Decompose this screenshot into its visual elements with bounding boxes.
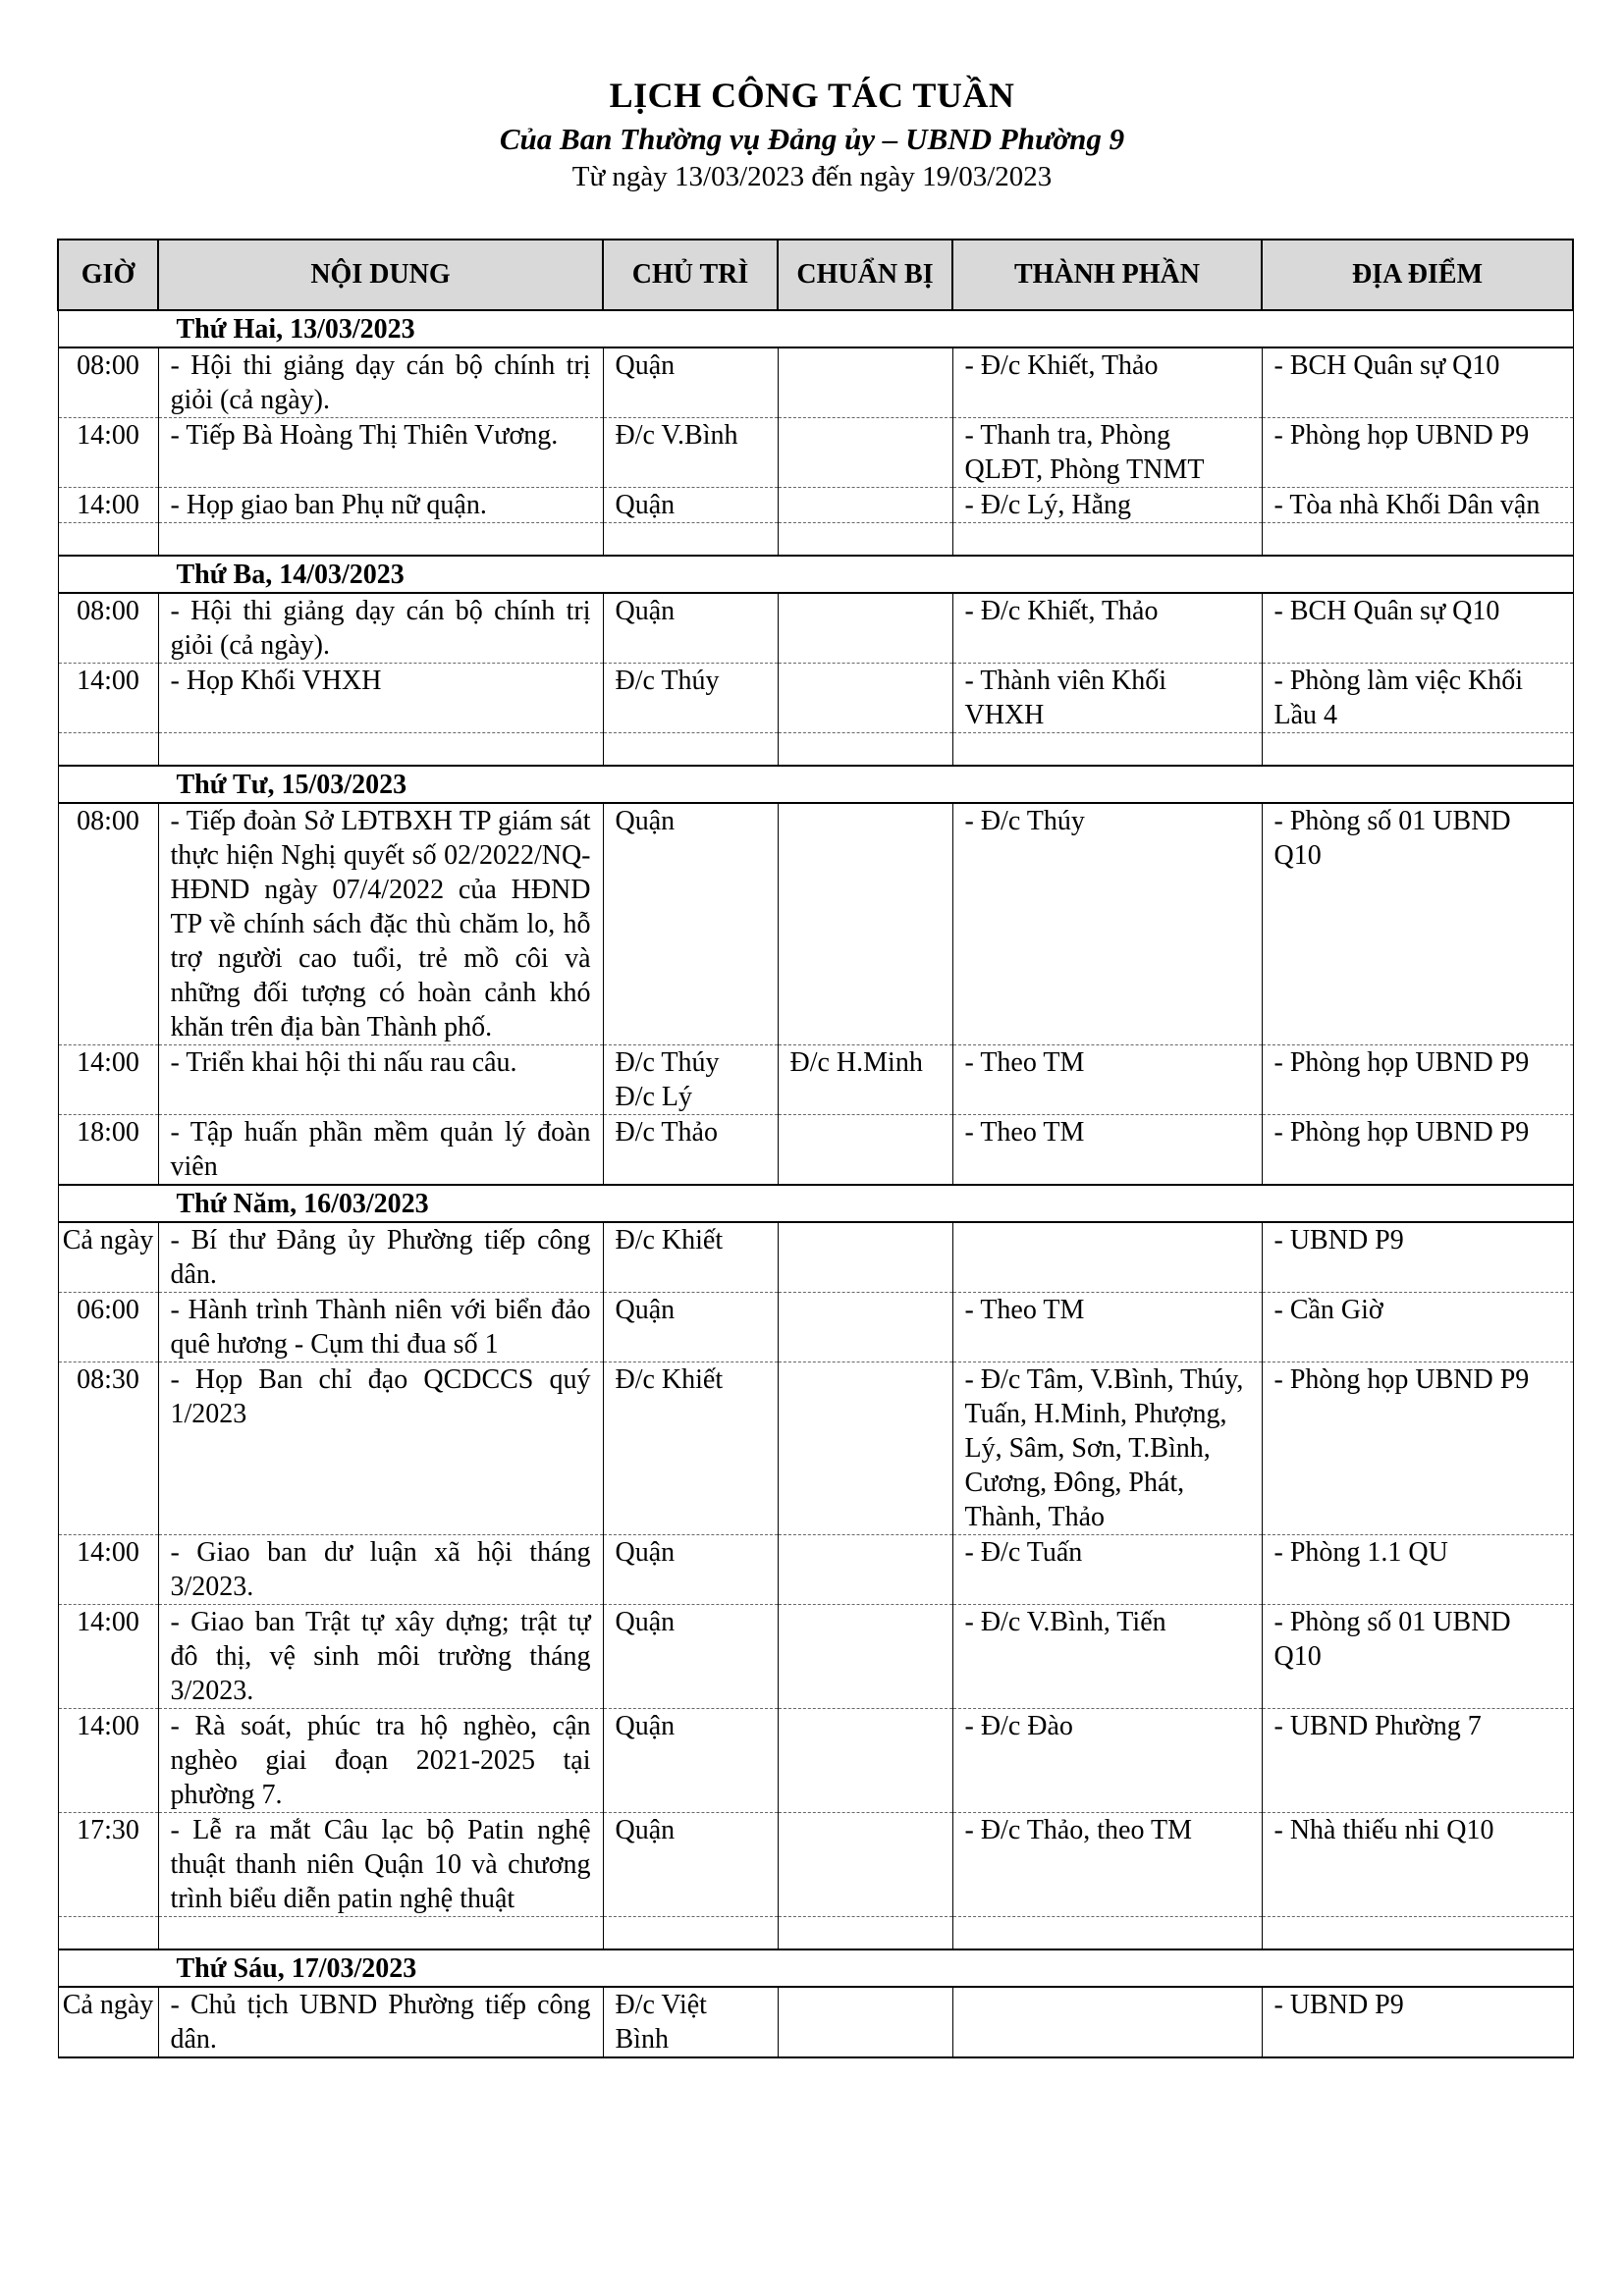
blank-cell [58, 1917, 158, 1950]
header-content: NỘI DUNG [158, 240, 603, 310]
participants-cell: - Thành viên Khối VHXH [952, 664, 1262, 733]
time-cell: 14:00 [58, 1709, 158, 1813]
participants-cell: - Đ/c Khiết, Thảo [952, 347, 1262, 418]
content-cell: - Họp Ban chỉ đạo QCDCCS quý 1/2023 [158, 1362, 603, 1535]
header-prepare: CHUẨN BỊ [778, 240, 952, 310]
time-cell: 14:00 [58, 1605, 158, 1709]
content-cell: - Bí thư Đảng ủy Phường tiếp công dân. [158, 1222, 603, 1293]
participants-cell: - Theo TM [952, 1045, 1262, 1115]
chair-cell: Đ/c Khiết [603, 1362, 778, 1535]
day-header-row [58, 310, 1573, 347]
time-cell: 14:00 [58, 1045, 158, 1115]
location-cell: - Nhà thiếu nhi Q10 [1262, 1813, 1573, 1917]
blank-cell [58, 523, 158, 557]
time-cell: 08:00 [58, 803, 158, 1045]
header-row [58, 240, 1573, 310]
time-cell: 14:00 [58, 418, 158, 488]
header-location: ĐỊA ĐIỂM [1262, 240, 1573, 310]
content-cell: - Giao ban dư luận xã hội tháng 3/2023. [158, 1535, 603, 1605]
blank-cell [778, 733, 952, 767]
participants-cell: - Đ/c Tâm, V.Bình, Thúy, Tuấn, H.Minh, Phượng, Lý, Sâm, Sơn, T.Bình, Cương, Đông, Phát, Thành, Thảo [952, 1362, 1262, 1535]
time-cell: Cả ngày [58, 1987, 158, 2057]
participants-cell: - Thanh tra, Phòng QLĐT, Phòng TNMT [952, 418, 1262, 488]
day-label: Thứ Năm, 16/03/2023 [58, 1185, 1573, 1222]
prepare-cell [778, 1222, 952, 1293]
participants-cell: - Đ/c Lý, Hằng [952, 488, 1262, 523]
time-cell: 08:30 [58, 1362, 158, 1535]
blank-row [58, 1917, 1573, 1950]
prepare-cell [778, 593, 952, 664]
table-row [58, 1115, 1573, 1186]
time-cell: 14:00 [58, 1535, 158, 1605]
location-cell: - Phòng họp UBND P9 [1262, 1115, 1573, 1186]
day-header-row [58, 1185, 1573, 1222]
table-row [58, 418, 1573, 488]
day-label: Thứ Ba, 14/03/2023 [58, 556, 1573, 593]
page-title: LỊCH CÔNG TÁC TUẦN [609, 76, 1015, 115]
blank-cell [158, 1917, 603, 1950]
chair-cell: Đ/c Thúy Đ/c Lý [603, 1045, 778, 1115]
table-row [58, 1293, 1573, 1362]
blank-cell [1262, 1917, 1573, 1950]
chair-cell: Quận [603, 1605, 778, 1709]
prepare-cell [778, 803, 952, 1045]
location-cell: - UBND P9 [1262, 1222, 1573, 1293]
blank-cell [603, 733, 778, 767]
content-cell: - Tiếp đoàn Sở LĐTBXH TP giám sát thực hiện Nghị quyết số 02/2022/NQ-HĐND ngày 07/4/2022 của HĐND TP về chính sách đặc thù chăm lo, hỗ trợ người cao tuổi, trẻ mồ côi và những đối tượng có hoàn cảnh khó khăn trên địa bàn Thành phố. [158, 803, 603, 1045]
blank-cell [1262, 523, 1573, 557]
content-cell: - Rà soát, phúc tra hộ nghèo, cận nghèo giai đoạn 2021-2025 tại phường 7. [158, 1709, 603, 1813]
time-cell: 14:00 [58, 488, 158, 523]
time-cell: 08:00 [58, 347, 158, 418]
chair-cell: Quận [603, 1535, 778, 1605]
table-body [58, 310, 1573, 2057]
location-cell: - BCH Quân sự Q10 [1262, 593, 1573, 664]
content-cell: - Tiếp Bà Hoàng Thị Thiên Vương. [158, 418, 603, 488]
blank-cell [158, 733, 603, 767]
day-header-row [58, 556, 1573, 593]
participants-cell: - Đ/c Khiết, Thảo [952, 593, 1262, 664]
content-cell: - Hội thi giảng dạy cán bộ chính trị giỏi (cả ngày). [158, 347, 603, 418]
table-row [58, 593, 1573, 664]
location-cell: - UBND P9 [1262, 1987, 1573, 2057]
day-header-row [58, 1949, 1573, 1987]
table-row [58, 1605, 1573, 1709]
time-cell: 14:00 [58, 664, 158, 733]
prepare-cell [778, 1535, 952, 1605]
blank-cell [1262, 733, 1573, 767]
prepare-cell [778, 1605, 952, 1709]
table-row [58, 488, 1573, 523]
date-range: Từ ngày 13/03/2023 đến ngày 19/03/2023 [571, 161, 1053, 192]
table-row [58, 1535, 1573, 1605]
content-cell: - Họp Khối VHXH [158, 664, 603, 733]
content-cell: - Triển khai hội thi nấu rau câu. [158, 1045, 603, 1115]
chair-cell: Quận [603, 593, 778, 664]
content-cell: - Chủ tịch UBND Phường tiếp công dân. [158, 1987, 603, 2057]
participants-cell: - Đ/c Đào [952, 1709, 1262, 1813]
location-cell: - Phòng số 01 UBND Q10 [1262, 1605, 1573, 1709]
blank-cell [158, 523, 603, 557]
prepare-cell [778, 1987, 952, 2057]
content-cell: - Giao ban Trật tự xây dựng; trật tự đô thị, vệ sinh môi trường tháng 3/2023. [158, 1605, 603, 1709]
blank-cell [952, 523, 1262, 557]
location-cell: - Phòng làm việc Khối Lầu 4 [1262, 664, 1573, 733]
blank-cell [58, 733, 158, 767]
schedule-table [57, 239, 1574, 2058]
prepare-cell [778, 488, 952, 523]
time-cell: 06:00 [58, 1293, 158, 1362]
blank-cell [778, 1917, 952, 1950]
prepare-cell [778, 1362, 952, 1535]
location-cell: - Phòng họp UBND P9 [1262, 1045, 1573, 1115]
page-subtitle: Của Ban Thường vụ Đảng ủy – UBND Phường 9 [499, 122, 1125, 156]
blank-cell [778, 523, 952, 557]
content-cell: - Tập huấn phần mềm quản lý đoàn viên [158, 1115, 603, 1186]
table-row [58, 803, 1573, 1045]
table-row [58, 1222, 1573, 1293]
time-cell: Cả ngày [58, 1222, 158, 1293]
prepare-cell [778, 1813, 952, 1917]
participants-cell [952, 1222, 1262, 1293]
table-row [58, 1709, 1573, 1813]
participants-cell: - Theo TM [952, 1293, 1262, 1362]
prepare-cell [778, 347, 952, 418]
location-cell: - Phòng 1.1 QU [1262, 1535, 1573, 1605]
content-cell: - Hành trình Thành niên với biển đảo quê hương - Cụm thi đua số 1 [158, 1293, 603, 1362]
chair-cell: Quận [603, 1293, 778, 1362]
prepare-cell: Đ/c H.Minh [778, 1045, 952, 1115]
chair-cell: Quận [603, 488, 778, 523]
time-cell: 18:00 [58, 1115, 158, 1186]
participants-cell [952, 1987, 1262, 2057]
prepare-cell [778, 664, 952, 733]
location-cell: - UBND Phường 7 [1262, 1709, 1573, 1813]
table-row [58, 1362, 1573, 1535]
table-row [58, 1987, 1573, 2057]
participants-cell: - Đ/c Thảo, theo TM [952, 1813, 1262, 1917]
blank-cell [603, 523, 778, 557]
chair-cell: Đ/c Thảo [603, 1115, 778, 1186]
day-label: Thứ Sáu, 17/03/2023 [58, 1949, 1573, 1987]
table-row [58, 1813, 1573, 1917]
time-cell: 08:00 [58, 593, 158, 664]
location-cell: - BCH Quân sự Q10 [1262, 347, 1573, 418]
chair-cell: Đ/c Việt Bình [603, 1987, 778, 2057]
chair-cell: Quận [603, 803, 778, 1045]
header-participants: THÀNH PHẦN [952, 240, 1262, 310]
blank-row [58, 733, 1573, 767]
chair-cell: Đ/c Thúy [603, 664, 778, 733]
participants-cell: - Đ/c V.Bình, Tiến [952, 1605, 1262, 1709]
table-row [58, 664, 1573, 733]
participants-cell: - Đ/c Tuấn [952, 1535, 1262, 1605]
location-cell: - Phòng họp UBND P9 [1262, 418, 1573, 488]
time-cell: 17:30 [58, 1813, 158, 1917]
location-cell: - Tòa nhà Khối Dân vận [1262, 488, 1573, 523]
day-label: Thứ Tư, 15/03/2023 [58, 766, 1573, 803]
content-cell: - Họp giao ban Phụ nữ quận. [158, 488, 603, 523]
blank-cell [952, 1917, 1262, 1950]
blank-cell [603, 1917, 778, 1950]
table-row [58, 1045, 1573, 1115]
prepare-cell [778, 1293, 952, 1362]
participants-cell: - Đ/c Thúy [952, 803, 1262, 1045]
day-label: Thứ Hai, 13/03/2023 [58, 310, 1573, 347]
chair-cell: Đ/c Khiết [603, 1222, 778, 1293]
location-cell: - Phòng số 01 UBND Q10 [1262, 803, 1573, 1045]
participants-cell: - Theo TM [952, 1115, 1262, 1186]
content-cell: - Lễ ra mắt Câu lạc bộ Patin nghệ thuật thanh niên Quận 10 và chương trình biểu diễn patin nghệ thuật [158, 1813, 603, 1917]
location-cell: - Cần Giờ [1262, 1293, 1573, 1362]
prepare-cell [778, 418, 952, 488]
table-row [58, 347, 1573, 418]
location-cell: - Phòng họp UBND P9 [1262, 1362, 1573, 1535]
blank-row [58, 523, 1573, 557]
content-cell: - Hội thi giảng dạy cán bộ chính trị giỏi (cả ngày). [158, 593, 603, 664]
prepare-cell [778, 1709, 952, 1813]
day-header-row [58, 766, 1573, 803]
chair-cell: Quận [603, 347, 778, 418]
chair-cell: Quận [603, 1709, 778, 1813]
table-header [58, 240, 1573, 310]
header-time: GIỜ [58, 240, 158, 310]
header-chair: CHỦ TRÌ [603, 240, 778, 310]
chair-cell: Đ/c V.Bình [603, 418, 778, 488]
blank-cell [952, 733, 1262, 767]
prepare-cell [778, 1115, 952, 1186]
chair-cell: Quận [603, 1813, 778, 1917]
